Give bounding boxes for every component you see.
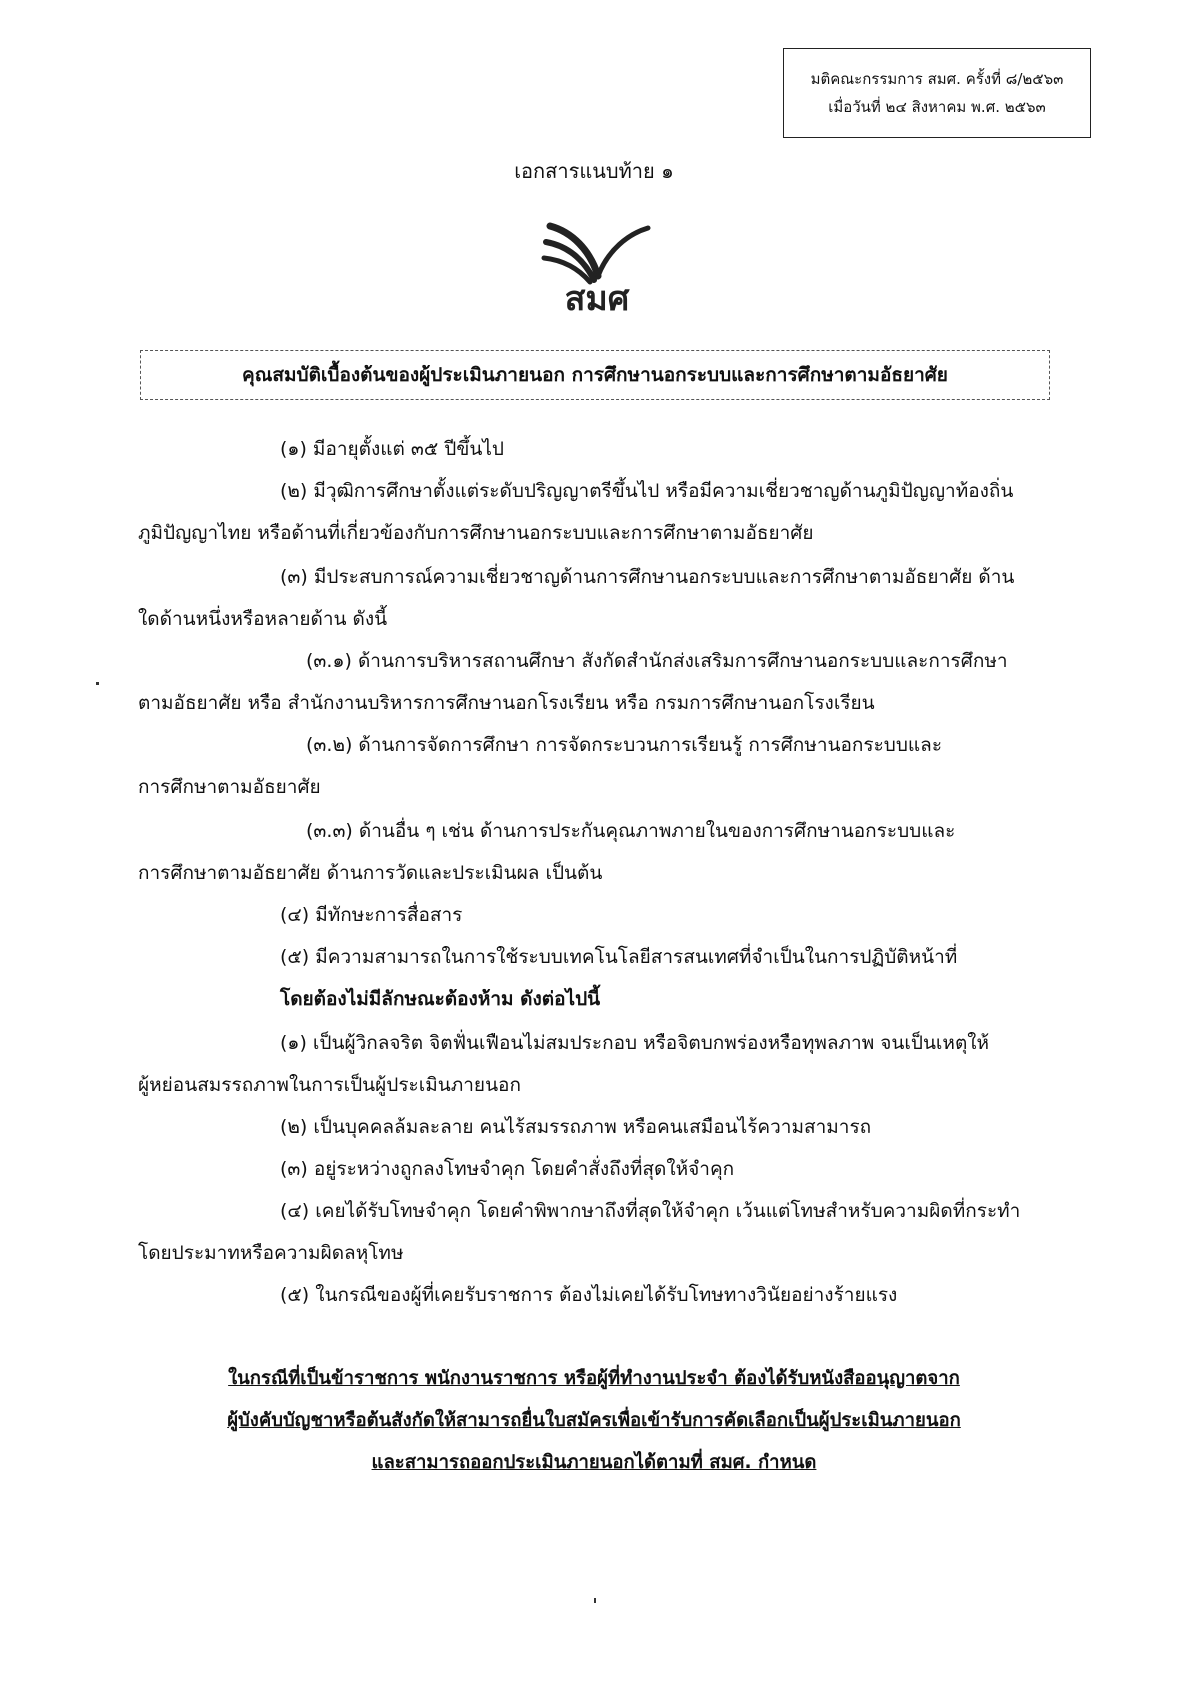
resolution-line-1: มติคณะกรรมการ สมศ. ครั้งที่ ๘/๒๕๖๓ bbox=[810, 70, 1064, 88]
prohibition-4-line-2: โดยประมาทหรือความผิดลหุโทษ bbox=[138, 1242, 404, 1264]
notice-line-3: และสามารถออกประเมินภายนอกได้ตามที่ สมศ. กำหนด bbox=[371, 1452, 817, 1473]
notice-line-1: ในกรณีที่เป็นข้าราชการ พนักงานราชการ หรือผู้ที่ทำงานประจำ ต้องได้รับหนังสืออนุญาตจาก bbox=[228, 1368, 960, 1389]
resolution-stamp-box bbox=[783, 48, 1091, 138]
qualification-2-line-2: ภูมิปัญญาไทย หรือด้านที่เกี่ยวข้องกับการศึกษานอกระบบและการศึกษาตามอัธยาศัย bbox=[138, 522, 814, 544]
onesqa-logo-icon bbox=[532, 210, 662, 320]
prohibition-5: (๕) ในกรณีของผู้ที่เคยรับราชการ ต้องไม่เคยได้รับโทษทางวินัยอย่างร้ายแรง bbox=[280, 1284, 898, 1306]
notice-line-2: ผู้บังคับบัญชาหรือต้นสังกัดให้สามารถยื่นใบสมัครเพื่อเข้ารับการคัดเลือกเป็นผู้ประเมินภายนอก bbox=[227, 1410, 961, 1431]
prohibition-1-line-1: (๑) เป็นผู้วิกลจริต จิตฟั่นเฟือนไม่สมประกอบ หรือจิตบกพร่องหรือทุพลภาพ จนเป็นเหตุให้ bbox=[280, 1032, 990, 1054]
scan-speck bbox=[594, 1598, 596, 1603]
heading-box bbox=[140, 350, 1050, 400]
qualification-1: (๑) มีอายุตั้งแต่ ๓๕ ปีขึ้นไป bbox=[280, 438, 504, 460]
qualification-3-1-line-2: ตามอัธยาศัย หรือ สำนักงานบริหารการศึกษานอกโรงเรียน หรือ กรมการศึกษานอกโรงเรียน bbox=[138, 692, 875, 714]
qualification-3-line-2: ใดด้านหนึ่งหรือหลายด้าน ดังนี้ bbox=[138, 608, 388, 630]
qualification-4: (๔) มีทักษะการสื่อสาร bbox=[280, 904, 463, 926]
logo-text: สมศ bbox=[564, 279, 630, 319]
prohibition-1-line-2: ผู้หย่อนสมรรถภาพในการเป็นผู้ประเมินภายนอก bbox=[138, 1074, 521, 1096]
resolution-line-2: เมื่อวันที่ ๒๔ สิงหาคม พ.ศ. ๒๕๖๓ bbox=[828, 98, 1046, 116]
qualification-3-1-line-1: (๓.๑) ด้านการบริหารสถานศึกษา สังกัดสำนักส่งเสริมการศึกษานอกระบบและการศึกษา bbox=[306, 650, 1008, 672]
qualification-3-line-1: (๓) มีประสบการณ์ความเชี่ยวชาญด้านการศึกษานอกระบบและการศึกษาตามอัธยาศัย ด้าน bbox=[280, 566, 1015, 588]
prohibition-4-line-1: (๔) เคยได้รับโทษจำคุก โดยคำพิพากษาถึงที่สุดให้จำคุก เว้นแต่โทษสำหรับความผิดที่กระทำ bbox=[280, 1200, 1021, 1222]
qualification-3-3-line-1: (๓.๓) ด้านอื่น ๆ เช่น ด้านการประกันคุณภาพภายในของการศึกษานอกระบบและ bbox=[306, 820, 956, 842]
attachment-title: เอกสารแนบท้าย ๑ bbox=[514, 159, 674, 183]
prohibitions-heading: โดยต้องไม่มีลักษณะต้องห้าม ดังต่อไปนี้ bbox=[280, 988, 601, 1010]
qualification-3-3-line-2: การศึกษาตามอัธยาศัย ด้านการวัดและประเมินผล เป็นต้น bbox=[138, 862, 603, 884]
qualification-5: (๕) มีความสามารถในการใช้ระบบเทคโนโลยีสารสนเทศที่จำเป็นในการปฏิบัติหน้าที่ bbox=[280, 946, 958, 968]
qualification-3-2-line-1: (๓.๒) ด้านการจัดการศึกษา การจัดกระบวนการเรียนรู้ การศึกษานอกระบบและ bbox=[306, 734, 943, 756]
qualification-3-2-line-2: การศึกษาตามอัธยาศัย bbox=[138, 776, 321, 798]
prohibition-3: (๓) อยู่ระหว่างถูกลงโทษจำคุก โดยคำสั่งถึงที่สุดให้จำคุก bbox=[280, 1158, 735, 1180]
prohibition-2: (๒) เป็นบุคคลล้มละลาย คนไร้สมรรถภาพ หรือคนเสมือนไร้ความสามารถ bbox=[280, 1116, 872, 1138]
qualification-2-line-1: (๒) มีวุฒิการศึกษาตั้งแต่ระดับปริญญาตรีขึ้นไป หรือมีความเชี่ยวชาญด้านภูมิปัญญาท้องถิ่น bbox=[280, 480, 1014, 502]
scan-speck bbox=[96, 682, 99, 685]
document-heading: คุณสมบัติเบื้องต้นของผู้ประเมินภายนอก การศึกษานอกระบบและการศึกษาตามอัธยาศัย bbox=[242, 364, 948, 386]
